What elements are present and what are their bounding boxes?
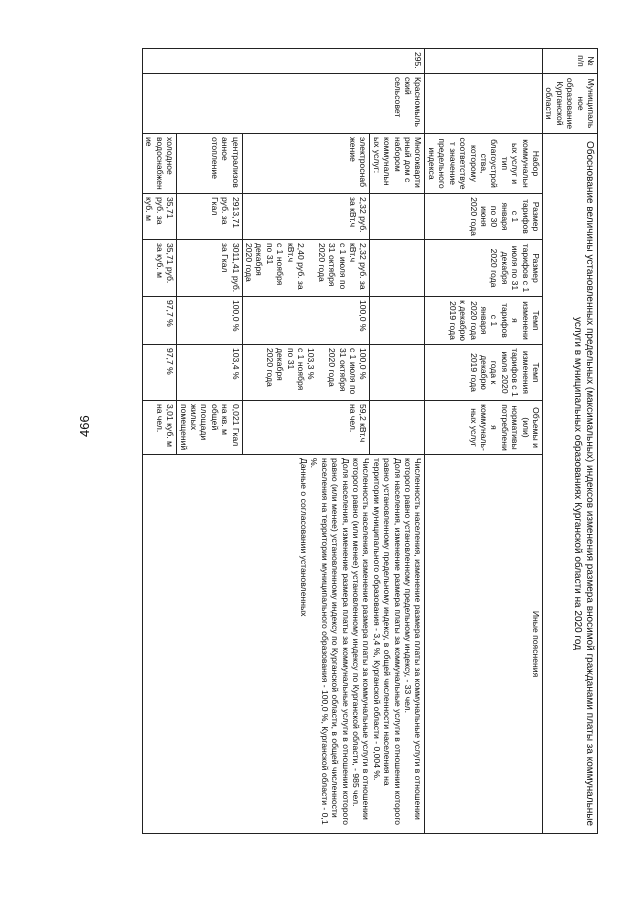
row-notes: Численность населения, изменение размера платы за коммунальные услуги в отношении которого равно установленному предельному индексу, - 33 чел. Доля населения, изменение размера платы за коммунальные услуги в отношении которого равно установленному предельному индексу, в общей численности населения на территории муниципального образования - 3,4 %, Курганской области - 0,004 %. Численность населения, изменение размера платы за коммунальные услуги в отношении которого равно (или менее) установленному индексу по Курганской области, - 985 чел. Доля населения, изменение размера платы за коммунальные услуги в отношении которого равно (или менее) установленному индексу по Курганской области, в общей численности населения на территории муниципального образования - 100,0 %, Курганской области - 0,1 %. Данные о согласовании установленных: [142, 455, 425, 834]
row-num: 295.: [142, 49, 425, 74]
empty-cell: [370, 194, 425, 240]
header-tariff-1: Размер тарифов с 1 января по 30 июня 2020 года: [425, 194, 542, 240]
empty-cell: [370, 345, 425, 401]
service-tariff-1: 2,32 руб. за кВт.ч: [242, 194, 370, 240]
service-tariff-1: 35,71 руб. за куб. м: [142, 194, 176, 240]
service-rate-1: 97,7 %: [142, 297, 176, 345]
table-title: Обоснование величины установленных предельных (максимальных) индексов изменения размера вносимой гражданами платы за коммунальные услуги в муниципальных образованиях Курганской области на 2020 год: [542, 134, 597, 834]
header-num-filler: [425, 49, 542, 74]
service-tariff-2: 35,71 руб. за куб. м: [142, 240, 176, 297]
service-volume: 3,01 куб. м на чел.: [142, 401, 176, 455]
service-tariff-1: 2913,71 руб. за Гкал: [177, 194, 242, 240]
empty-cell: [370, 401, 425, 455]
service-volume: 59,2 кВт.ч на чел.: [242, 401, 370, 455]
header-municipality: Муниципальное образование Курганской области: [542, 74, 597, 134]
row-service-set: Многоквартирный дом с набором коммунальных услуг:: [370, 134, 425, 194]
empty-cell: [370, 297, 425, 345]
service-rate-1: 100,0 %: [177, 297, 242, 345]
service-rate-2: 100,0 % с 1 июля по 31 октября 2020 года 103,3 % с 1 ноября по 31 декабря 2020 года: [242, 345, 370, 401]
service-tariff-2: 3011,41 руб. за Гкал: [177, 240, 242, 297]
header-tariff-2: Размер тарифов с 1 июля по 31 декабря 2020 года: [425, 240, 542, 297]
rotated-page: [114, 48, 598, 833]
header-volume: Объемы и (или) нормативы потребления коммуналь-ных услуг: [425, 401, 542, 455]
header-num: № п/п: [542, 49, 597, 74]
service-volume: 0,021 Гкал на кв. м общей площади жилых помещений: [177, 401, 242, 455]
tariff-table: [142, 48, 598, 834]
service-name: централизованное отопление: [177, 134, 242, 194]
service-rate-2: 97,7 %: [142, 345, 176, 401]
header-rate-1: Темп изменения тарифов с 1 января 2020 года к декабрю 2019 года: [425, 297, 542, 345]
service-rate-2: 103,4 %: [177, 345, 242, 401]
header-municipality-filler: [425, 74, 542, 134]
header-rate-2: Темп изменения тарифов с 1 июля 2020 года к декабрю 2019 года: [425, 345, 542, 401]
row-municipality: Красномыльский сельсовет: [142, 74, 425, 134]
header-service-set: Набор коммунальных услуг и тип благоустройства, которому соответствует значение предельного индекса: [425, 134, 542, 194]
service-name: холодное водоснабжение: [142, 134, 176, 194]
service-tariff-2: 2,32 руб. за кВт.ч с 1 июля по 31 октября 2020 года 2,40 руб. за кВт.ч с 1 ноября по 31 декабря 2020 года: [242, 240, 370, 297]
empty-cell: [370, 240, 425, 297]
page-number: 466: [77, 415, 92, 437]
service-rate-1: 100,0 %: [242, 297, 370, 345]
service-name: электроснабжение: [242, 134, 370, 194]
header-notes: Иные пояснения: [425, 455, 542, 834]
